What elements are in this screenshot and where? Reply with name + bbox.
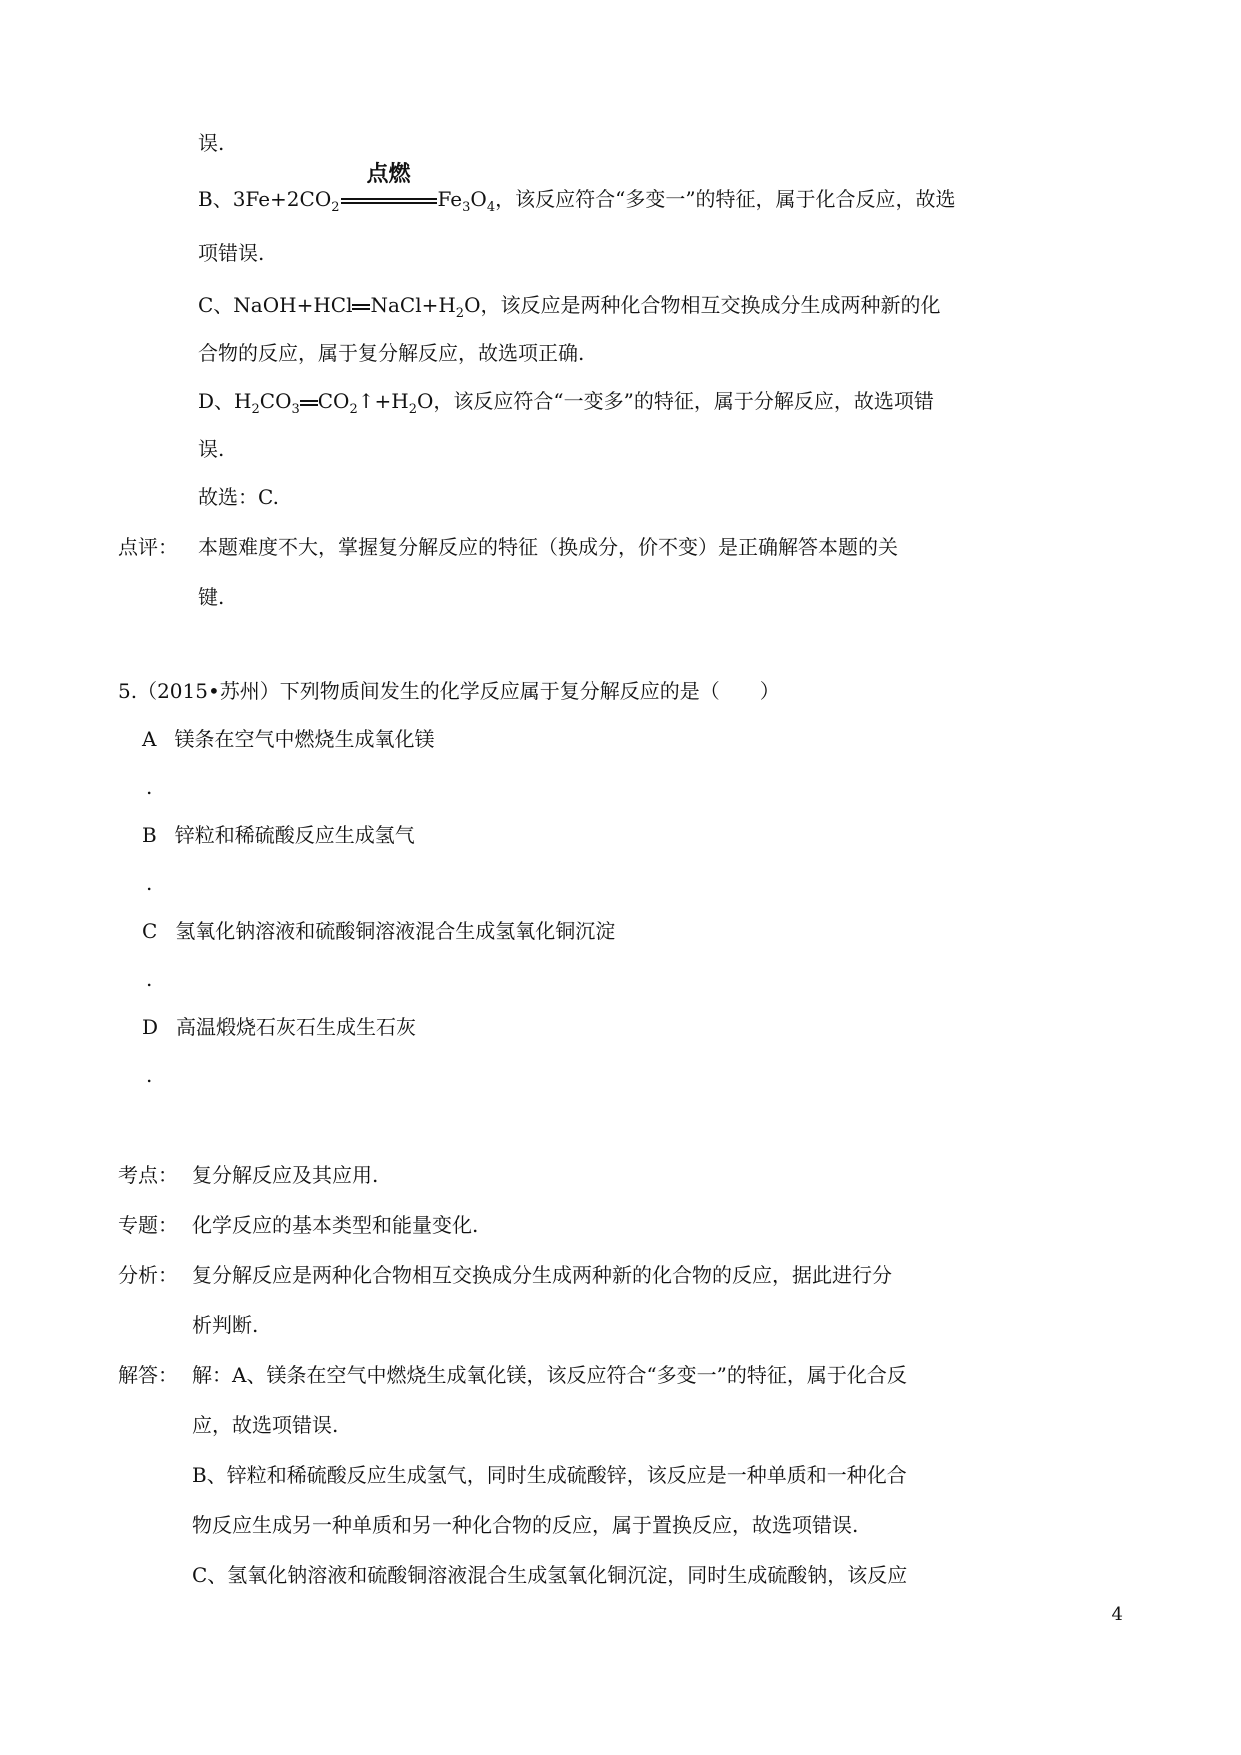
option-b (142, 822, 415, 848)
option-text: 镁条在空气中燃烧生成氧化镁 (174, 727, 435, 751)
option-d-equation: D、$H_2CO_3$ $CO_2↑+H_2O$，该反应符合“一变多”的特征，属于分解反应，故选项错 (198, 389, 934, 417)
fenxi-label: 分析： (118, 1263, 178, 1287)
option-letter: C (142, 919, 158, 943)
kaodian-text: 复分解反应及其应用. (192, 1163, 379, 1187)
question-5-stem: 5.（2015•苏州）下列物质间发生的化学反应属于复分解反应的是（ ） (118, 679, 780, 703)
option-d-dot: . (146, 1063, 153, 1087)
option-c (142, 918, 615, 944)
jieda-line-2: 应，故选项错误. (192, 1413, 339, 1437)
jieda-line-3: B、锌粒和稀硫酸反应生成氢气，同时生成硫酸锌，该反应是一种单质和一种化合 (192, 1463, 907, 1487)
option-c-dot: . (146, 967, 153, 991)
condition-equals (341, 161, 437, 208)
zhuanti-label: 专题： (118, 1213, 178, 1237)
option-b-dot: . (146, 871, 153, 895)
option-text: 氢氧化钠溶液和硫酸铜溶液混合生成氢氧化铜沉淀 (175, 919, 616, 943)
option-a-dot: . (146, 775, 153, 799)
prev-answer: 故选：C. (198, 485, 279, 509)
option-c-equation: C、NaOH+HCl $NaCl+H_2O$，该反应是两种化合物相互交换成分生成两种新的化 (198, 293, 941, 321)
fenxi-line-2: 析判断. (192, 1313, 259, 1337)
option-b-equation: B、$3Fe+2CO_2$ 点燃 $Fe_3O_4$，该反应符合“多变一”的特征，属于化合反应，故选 (198, 161, 956, 215)
jieda-label: 解答： (118, 1363, 178, 1387)
jieda-line-1: 解：A、镁条在空气中燃烧生成氧化镁，该反应符合“多变一”的特征，属于化合反 (192, 1363, 907, 1387)
comment-label: 点评： (118, 535, 178, 559)
condition-label: 点燃 (366, 161, 411, 187)
zhuanti-text: 化学反应的基本类型和能量变化. (192, 1213, 479, 1237)
option-text: 锌粒和稀硫酸反应生成氢气 (174, 823, 415, 847)
kaodian-label: 考点： (118, 1163, 178, 1187)
jieda-line-4: 物反应生成另一种单质和另一种化合物的反应，属于置换反应，故选项错误. (192, 1513, 859, 1537)
option-d-line-2: 误. (198, 437, 225, 461)
comment-line-2: 键. (198, 585, 225, 609)
double-equals (300, 397, 318, 409)
prev-line-1: 误. (198, 131, 225, 155)
page-number: 4 (1111, 1604, 1123, 1625)
option-letter: A (142, 727, 157, 751)
jieda-line-5: C、氢氧化钠溶液和硫酸铜溶液混合生成氢氧化铜沉淀，同时生成硫酸钠，该反应 (192, 1563, 908, 1587)
double-equals (352, 301, 370, 313)
option-text: 高温煅烧石灰石生成生石灰 (176, 1015, 417, 1039)
fenxi-line-1: 复分解反应是两种化合物相互交换成分生成两种新的化合物的反应，据此进行分 (192, 1263, 892, 1287)
option-b-line-2: 项错误. (198, 241, 265, 265)
option-letter: B (142, 823, 157, 847)
comment-line-1: 本题难度不大，掌握复分解反应的特征（换成分，价不变）是正确解答本题的关 (198, 535, 898, 559)
option-c-line-2: 合物的反应，属于复分解反应，故选项正确. (198, 341, 585, 365)
option-a (142, 726, 434, 752)
option-letter: D (142, 1015, 159, 1039)
option-d (142, 1014, 416, 1040)
